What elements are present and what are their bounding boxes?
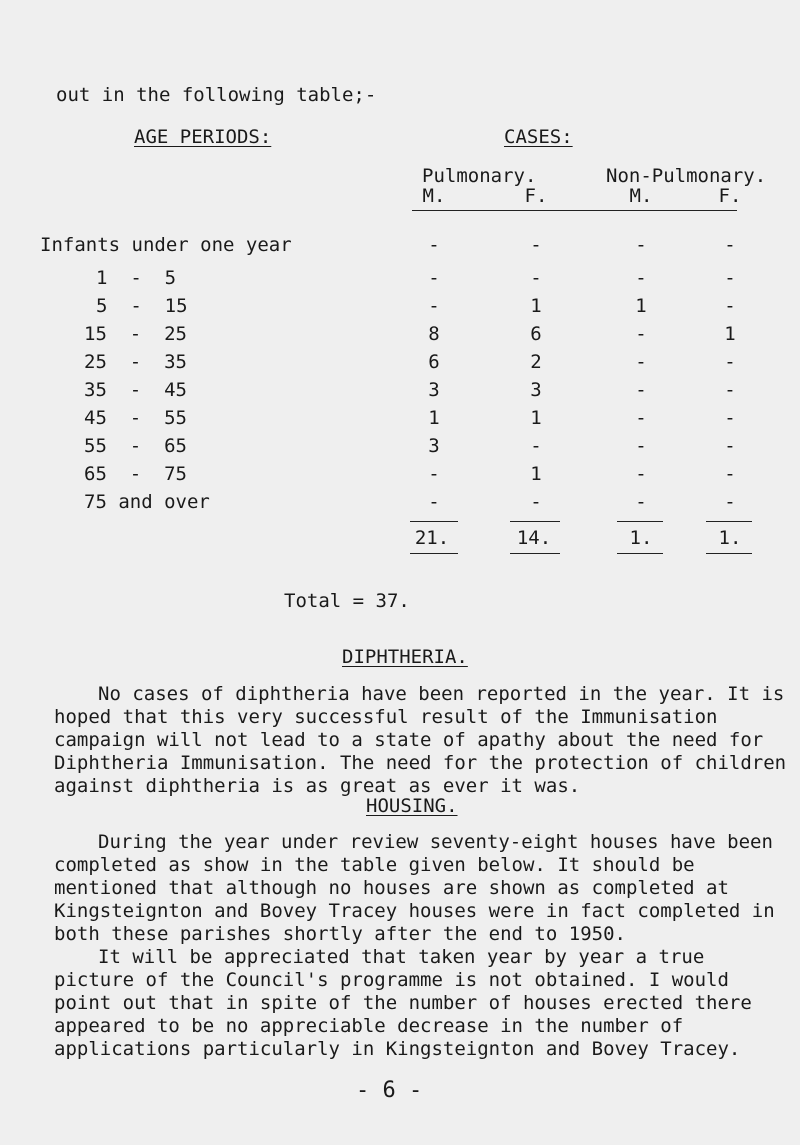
table-cell: - (635, 491, 647, 513)
table-cell: - (724, 435, 736, 457)
sex-label: M. (422, 185, 446, 207)
table-cell: 1 (428, 407, 440, 429)
total-cell: 21. (414, 527, 450, 549)
page-number: - 6 - (356, 1078, 423, 1103)
row-label: 75 and over (84, 491, 210, 513)
table-cell: - (428, 463, 440, 485)
table-cell: 1 (635, 295, 647, 317)
non-pulmonary-header: Non-Pulmonary. (606, 165, 767, 187)
cases-header: CASES: (504, 126, 573, 148)
table-cell: 2 (530, 351, 542, 373)
row-label: 65 - 75 (84, 463, 187, 485)
sex-label: F. (718, 185, 742, 207)
sum-rule (510, 553, 560, 554)
sum-rule (617, 553, 663, 554)
row-label: 35 - 45 (84, 379, 187, 401)
table-cell: - (724, 491, 736, 513)
table-cell: - (724, 234, 736, 256)
row-label: 15 - 25 (84, 323, 187, 345)
table-cell: - (724, 295, 736, 317)
row-label: 5 - 15 (96, 295, 188, 317)
table-cell: - (530, 234, 542, 256)
table-cell: - (428, 491, 440, 513)
table-cell: - (724, 407, 736, 429)
table-cell: 1 (724, 323, 736, 345)
table-cell: - (635, 323, 647, 345)
sex-label: F. (524, 185, 548, 207)
table-cell: - (635, 435, 647, 457)
table-cell: - (635, 407, 647, 429)
table-cell: - (724, 351, 736, 373)
table-cell: - (635, 463, 647, 485)
table-cell: 3 (428, 435, 440, 457)
table-cell: 6 (428, 351, 440, 373)
housing-text-1: During the year under review seventy-eight houses have been completed as show in the table given below. It should be mentioned that although no houses are shown as completed at Kingsteignton and Bovey Tracey houses were in fact completed in both these parishes shortly after the end to 1950. (54, 831, 775, 945)
table-cell: 1 (530, 463, 542, 485)
row-label: 45 - 55 (84, 407, 187, 429)
table-cell: 3 (530, 379, 542, 401)
row-label: 55 - 65 (84, 435, 187, 457)
table-cell: 6 (530, 323, 542, 345)
table-cell: 3 (428, 379, 440, 401)
row-label: Infants under one year (40, 234, 292, 256)
table-cell: - (530, 435, 542, 457)
diphtheria-heading: DIPHTHERIA. (342, 646, 468, 668)
sum-rule (410, 553, 458, 554)
table-cell: - (428, 267, 440, 289)
grand-total: Total = 37. (284, 590, 410, 612)
table-cell: - (724, 463, 736, 485)
total-cell: 14. (516, 527, 552, 549)
pulmonary-header: Pulmonary. (422, 165, 537, 187)
housing-paragraph-2 (54, 946, 789, 1061)
table-cell: - (530, 491, 542, 513)
table-cell: - (635, 379, 647, 401)
table-cell: - (635, 351, 647, 373)
header-rule (412, 210, 737, 211)
housing-paragraph-1 (54, 831, 789, 946)
intro-text: out in the following table;- (56, 84, 377, 106)
sum-rule (706, 521, 752, 522)
table-cell: 1 (530, 407, 542, 429)
housing-heading: HOUSING. (366, 795, 458, 817)
age-periods-header: AGE PERIODS: (134, 126, 272, 148)
total-cell: 1. (718, 527, 742, 549)
table-cell: - (635, 267, 647, 289)
housing-text-2: It will be appreciated that taken year by year a true picture of the Council's programme is not obtained. I would point out that in spite of the number of houses erected there appeared to be no appreciable decrease in the number of applications particularly in Kingsteignton and Bovey Tracey. (54, 946, 752, 1060)
table-cell: - (635, 234, 647, 256)
row-label: 1 - 5 (96, 267, 177, 289)
table-cell: - (428, 295, 440, 317)
table-cell: - (724, 379, 736, 401)
sum-rule (410, 521, 458, 522)
table-cell: - (724, 267, 736, 289)
table-cell: 8 (428, 323, 440, 345)
table-cell: - (428, 234, 440, 256)
sum-rule (617, 521, 663, 522)
diphtheria-paragraph (54, 683, 789, 798)
sum-rule (510, 521, 560, 522)
diphtheria-text: No cases of diphtheria have been reported in the year. It is hoped that this very successful result of the Immunisation campaign will not lead to a state of apathy about the need for Diphtheria Immunisation. The need for the protection of children against diphtheria is as great as ever it was. (54, 683, 787, 797)
table-cell: 1 (530, 295, 542, 317)
sum-rule (706, 553, 752, 554)
table-cell: - (530, 267, 542, 289)
row-label: 25 - 35 (84, 351, 187, 373)
sex-label: M. (629, 185, 653, 207)
total-cell: 1. (629, 527, 653, 549)
